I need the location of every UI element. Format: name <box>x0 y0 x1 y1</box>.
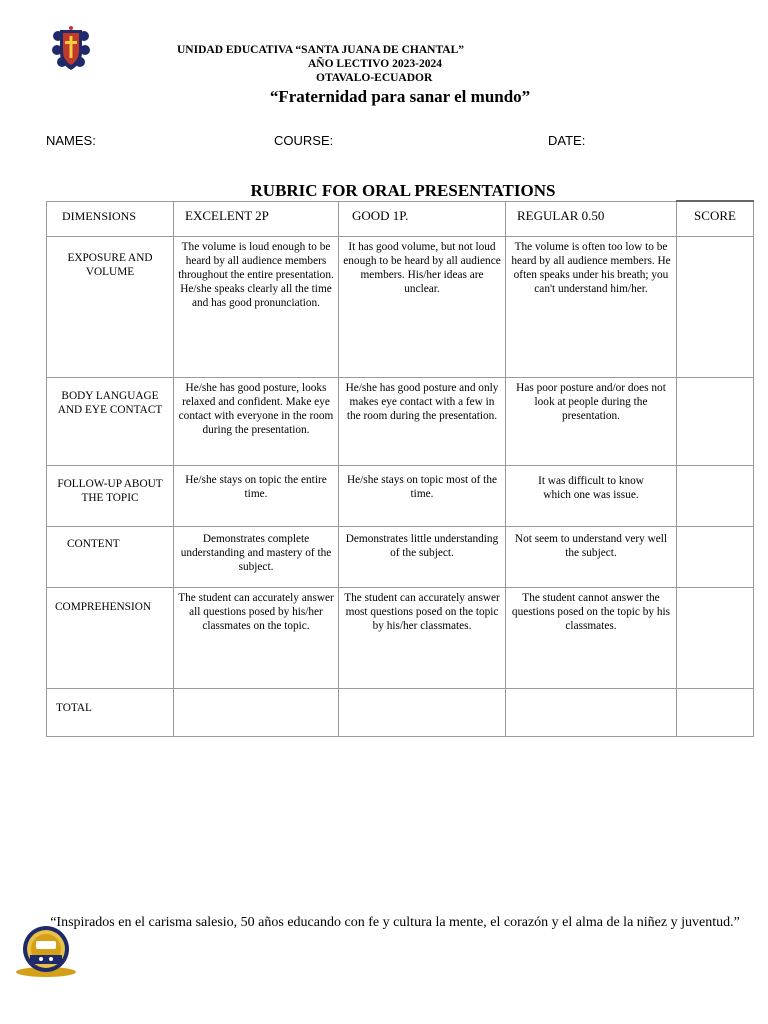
row-good: Demonstrates little understanding of the subject. <box>339 526 506 587</box>
school-city: OTAVALO-ECUADOR <box>316 72 433 84</box>
total-row <box>47 688 754 736</box>
row-dimension: CONTENT <box>47 526 174 587</box>
rubric-title: RUBRIC FOR ORAL PRESENTATIONS <box>250 181 556 200</box>
total-good-cell <box>339 688 506 736</box>
row-excellent: The student can accurately answer all questions posed by his/her classmates on the topic. <box>174 587 339 688</box>
header-score: SCORE <box>677 201 754 236</box>
row-good: He/she stays on topic most of the time. <box>339 465 506 526</box>
row-excellent: Demonstrates complete understanding and mastery of the subject. <box>174 526 339 587</box>
row-regular: The student cannot answer the questions posed on the topic by his classmates. <box>506 587 677 688</box>
rubric-table <box>46 200 754 737</box>
table-row <box>47 465 754 526</box>
row-score <box>677 236 754 377</box>
row-score <box>677 587 754 688</box>
table-header-row <box>47 201 754 236</box>
row-dimension: COMPREHENSION <box>47 587 174 688</box>
row-score <box>677 465 754 526</box>
school-year: AÑO LECTIVO 2023-2024 <box>308 58 442 70</box>
row-regular: It was difficult to know which one was issue. <box>506 465 677 526</box>
total-label: TOTAL <box>47 688 174 736</box>
row-good: It has good volume, but not loud enough to be heard by all audience members. His/her ideas are unclear. <box>339 236 506 377</box>
date-label: DATE: <box>548 133 586 148</box>
header-good: GOOD 1P. <box>339 201 506 236</box>
school-motto: “Fraternidad para sanar el mundo” <box>269 87 531 106</box>
row-excellent: He/she has good posture, looks relaxed and confident. Make eye contact with everyone in the room during the presentation. <box>174 377 339 465</box>
row-good: He/she has good posture and only makes eye contact with a few in the room during the presentation. <box>339 377 506 465</box>
header-dimensions: DIMENSIONS <box>47 201 174 236</box>
total-score-cell <box>677 688 754 736</box>
row-score <box>677 526 754 587</box>
row-dimension: BODY LANGUAGE AND EYE CONTACT <box>47 377 174 465</box>
school-crest-icon <box>52 26 90 72</box>
table-row <box>47 377 754 465</box>
footer-quote: “Inspirados en el carisma salesio, 50 años educando con fe y cultura la mente, el corazón y el alma de la niñez y juventud.” <box>50 915 740 930</box>
header-excellent: EXCELENT 2P <box>174 201 339 236</box>
anniversary-seal-icon <box>14 924 78 978</box>
row-good: The student can accurately answer most questions posed on the topic by his/her classmates. <box>339 587 506 688</box>
row-dimension: FOLLOW-UP ABOUT THE TOPIC <box>47 465 174 526</box>
table-row <box>47 587 754 688</box>
total-regular-cell <box>506 688 677 736</box>
row-dimension: EXPOSURE AND VOLUME <box>47 236 174 377</box>
names-label: NAMES: <box>46 133 96 148</box>
row-excellent: The volume is loud enough to be heard by all audience members throughout the entire presentation. He/she speaks clearly all the time and has good pronunciation. <box>174 236 339 377</box>
row-regular: Not seem to understand very well the subject. <box>506 526 677 587</box>
row-excellent: He/she stays on topic the entire time. <box>174 465 339 526</box>
school-name: UNIDAD EDUCATIVA “SANTA JUANA DE CHANTAL” <box>177 44 465 56</box>
total-excellent-cell <box>174 688 339 736</box>
course-label: COURSE: <box>274 133 334 148</box>
header-regular: REGULAR 0.50 <box>506 201 677 236</box>
row-score <box>677 377 754 465</box>
table-row <box>47 526 754 587</box>
row-regular: Has poor posture and/or does not look at people during the presentation. <box>506 377 677 465</box>
row-regular: The volume is often too low to be heard by all audience members. He often speaks under his breath; you can't understand him/her. <box>506 236 677 377</box>
table-row <box>47 236 754 377</box>
